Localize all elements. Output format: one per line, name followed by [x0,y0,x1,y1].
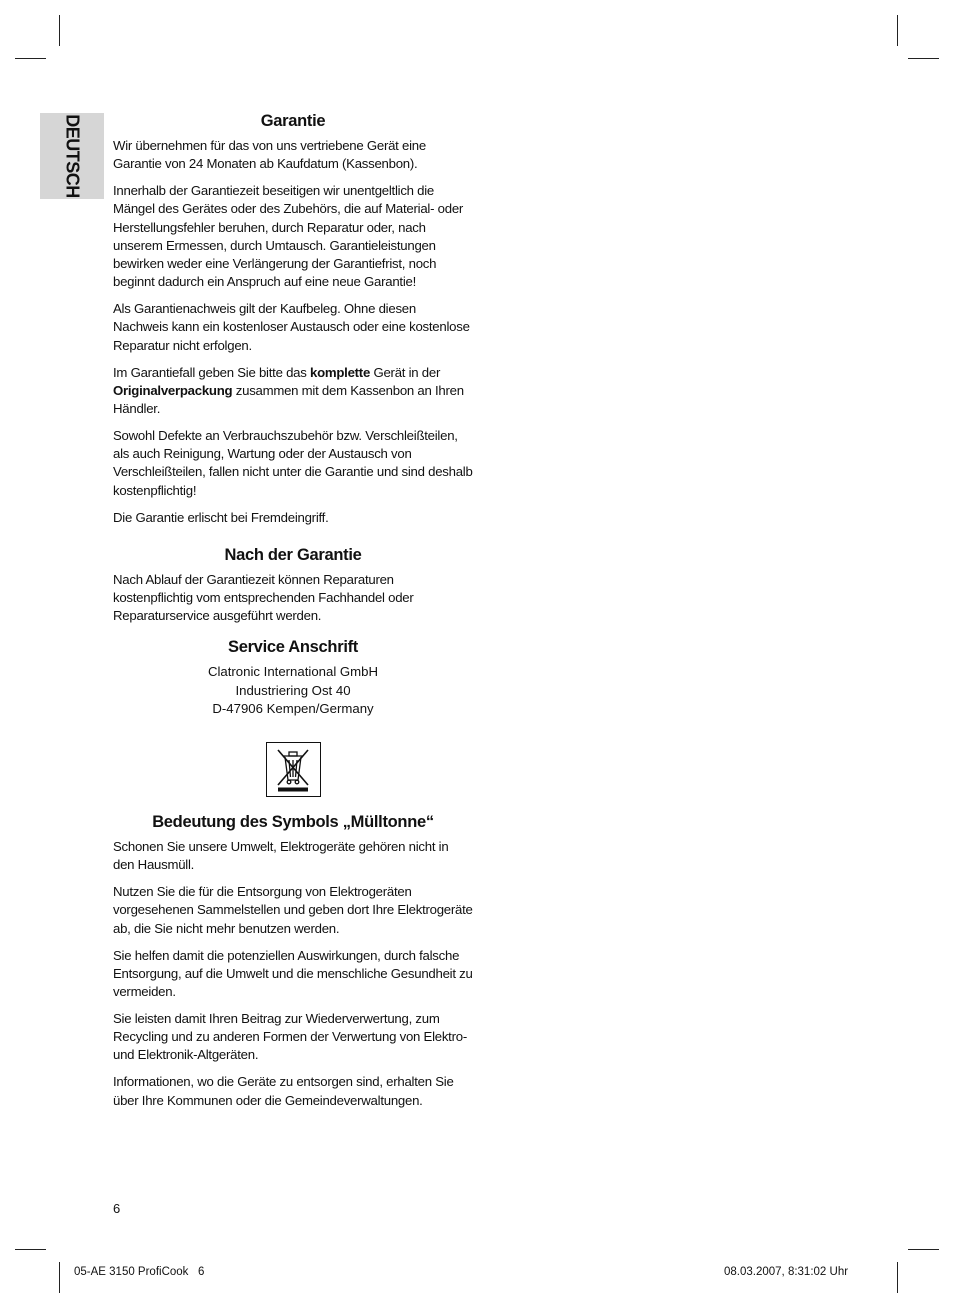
nach-paragraph-1: Nach Ablauf der Garantiezeit können Reparaturen kostenpflichtig vom entsprechenden Fachhandel oder Reparaturservice ausgeführt werden. [113,571,414,624]
garantie-paragraph-3: Als Garantienachweis gilt der Kaufbeleg. Ohne diesen Nachweis kann ein kostenloser Austausch oder eine kostenlose Reparatur nicht erfolgen. [113,301,470,353]
content-column [113,108,473,1110]
address-company: Clatronic International GmbH [207,664,379,680]
crop-mark [59,1262,60,1293]
symbol-paragraph-4: Sie leisten damit Ihren Beitrag zur Wiederverwertung, zum Recycling und zu anderen Formen der Verwertung von Elektro- und Elektronik-Altgeräten. [113,1011,467,1063]
crop-mark [908,1249,939,1250]
symbol-paragraph-2: Nutzen Sie die für die Entsorgung von Elektrogeräten vorgesehenen Sammelstellen und geben dort Ihre Elektrogeräte ab, die Sie nicht mehr benutzen werden. [113,884,473,936]
address-street: Industriering Ost 40 [235,682,351,698]
crop-mark [897,1262,898,1293]
garantie-paragraph-2: Innerhalb der Garantiezeit beseitigen wir unentgeltlich die Mängel des Gerätes oder des Zubehörs, die auf Material- oder Herstellungsfehler beruhen, durch Reparatur oder, nach unserem Ermessen, durch Umtausch. Garantieleistungen bewirken weder eine Verlängerung der Garantiefrist, noch beginnt dadurch ein Anspruch auf eine neue Garantie! [113,183,464,290]
symbol-paragraph-1: Schonen Sie unsere Umwelt, Elektrogeräte gehören nicht in den Hausmüll. [113,839,449,873]
language-tab [40,113,104,199]
bold-komplette: komplette [310,364,371,380]
symbol-paragraph-5: Informationen, wo die Geräte zu entsorgen sind, erhalten Sie über Ihre Kommunen oder die Gemeindeverwaltungen. [113,1074,454,1108]
text-run: Im Garantiefall geben Sie bitte das [113,364,310,380]
crop-mark [897,15,898,46]
footer-file-info: 05-AE 3150 ProfiCook 6 [74,1266,205,1278]
crossed-out-bin-icon [266,742,321,797]
heading-symbol-muelltonne: Bedeutung des Symbols „Mülltonne“ [152,813,434,832]
crop-mark [59,15,60,46]
crop-mark [15,1249,46,1250]
language-tab-label: DEUTSCH [62,114,83,198]
symbol-paragraph-3: Sie helfen damit die potenziellen Auswirkungen, durch falsche Entsorgung, auf die Umwelt und die menschliche Gesundheit zu vermeiden. [113,947,473,1000]
garantie-paragraph-4 [113,364,473,419]
text-run: Gerät in der [370,364,441,380]
text-run: zusammen mit dem Kassenbon an Ihren Händler. [113,382,464,417]
heading-service-anschrift: Service Anschrift [227,638,358,657]
heading-garantie: Garantie [260,112,326,130]
heading-nach-der-garantie: Nach der Garantie [224,545,362,564]
footer-timestamp: 08.03.2007, 8:31:02 Uhr [724,1266,849,1278]
crop-mark [15,58,46,59]
page-number: 6 [113,1201,121,1216]
garantie-paragraph-5: Sowohl Defekte an Verbrauchszubehör bzw. Verschleißteilen, als auch Reinigung, Wartung oder der Austausch von Verschleißteilen, fallen nicht unter die Garantie und sind deshalb kostenpflichtig! [113,428,473,498]
crop-mark [908,58,939,59]
garantie-paragraph-1: Wir übernehmen für das von uns vertriebene Gerät eine Garantie von 24 Monaten ab Kaufdatum (Kassenbon). [113,138,426,172]
address-city: D-47906 Kempen/Germany [212,700,374,716]
garantie-paragraph-6: Die Garantie erlischt bei Fremdeingriff. [113,509,329,525]
bold-originalverpackung: Originalverpackung [113,382,233,398]
service-address [113,663,473,718]
